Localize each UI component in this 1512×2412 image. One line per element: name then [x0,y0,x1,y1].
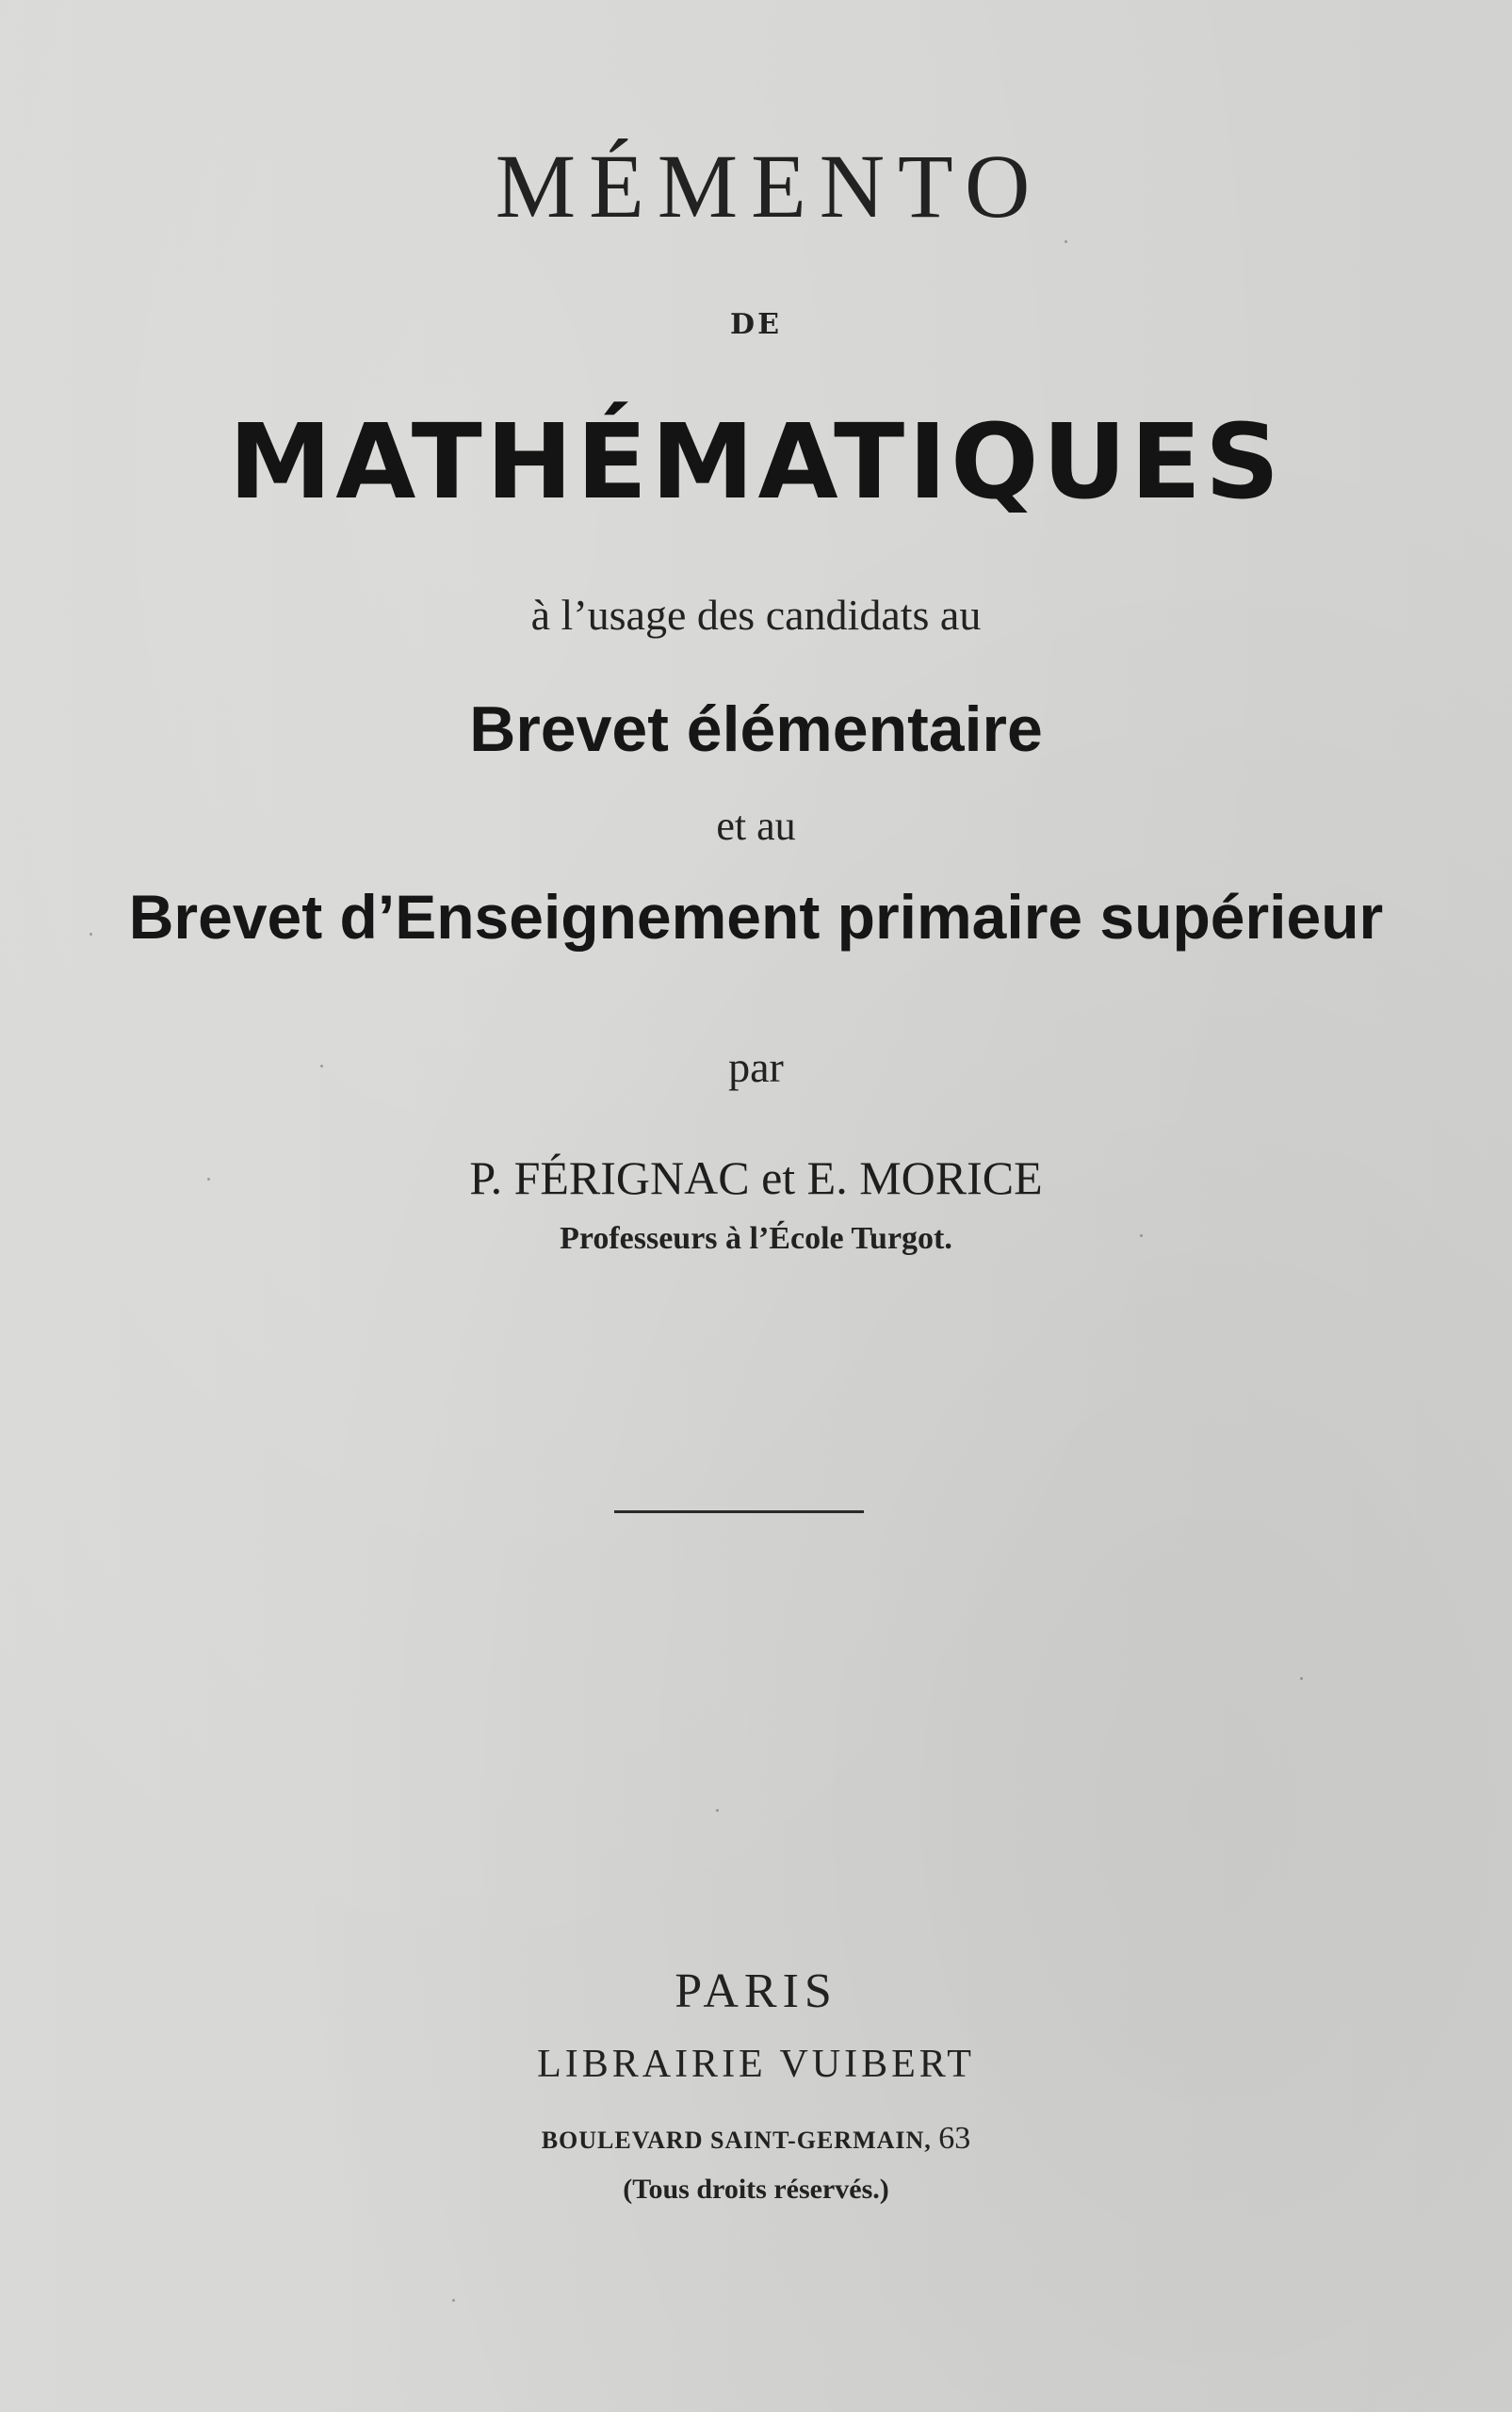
subtitle-brevet-superieur: Brevet d’Enseignement primaire supérieur [128,882,1384,952]
paper-speck [1300,1677,1303,1680]
paper-speck [1140,1234,1143,1237]
authors: P. FÉRIGNAC et E. MORICE [469,1151,1043,1204]
subtitle-et-au: et au [716,803,796,849]
paper-speck [1065,240,1067,243]
subtitle-usage: à l’usage des candidats au [530,591,982,639]
publisher-city: PARIS [675,1964,837,2018]
author-affiliation: Professeurs à l’École Turgot. [560,1221,952,1256]
title-de: DE [730,308,782,341]
address-street: BOULEVARD SAINT-GERMAIN, [541,2127,932,2154]
publisher-name: LIBRAIRIE VUIBERT [537,2043,975,2086]
paper-speck [89,933,92,936]
divider-rule [614,1510,864,1513]
address-number: 63 [938,2121,971,2156]
rights-notice: (Tous droits réservés.) [623,2174,889,2205]
subtitle-brevet-elementaire: Brevet élémentaire [469,693,1043,765]
paper-speck [320,1065,323,1067]
by-line: par [728,1043,784,1091]
paper-speck [716,1809,719,1812]
paper-speck [207,1178,210,1181]
paper-speck [452,2299,455,2302]
title-memento: MÉMENTO [495,136,1044,236]
title-mathematiques: MATHÉMATIQUES [228,401,1284,522]
publisher-address [0,2123,1512,2155]
